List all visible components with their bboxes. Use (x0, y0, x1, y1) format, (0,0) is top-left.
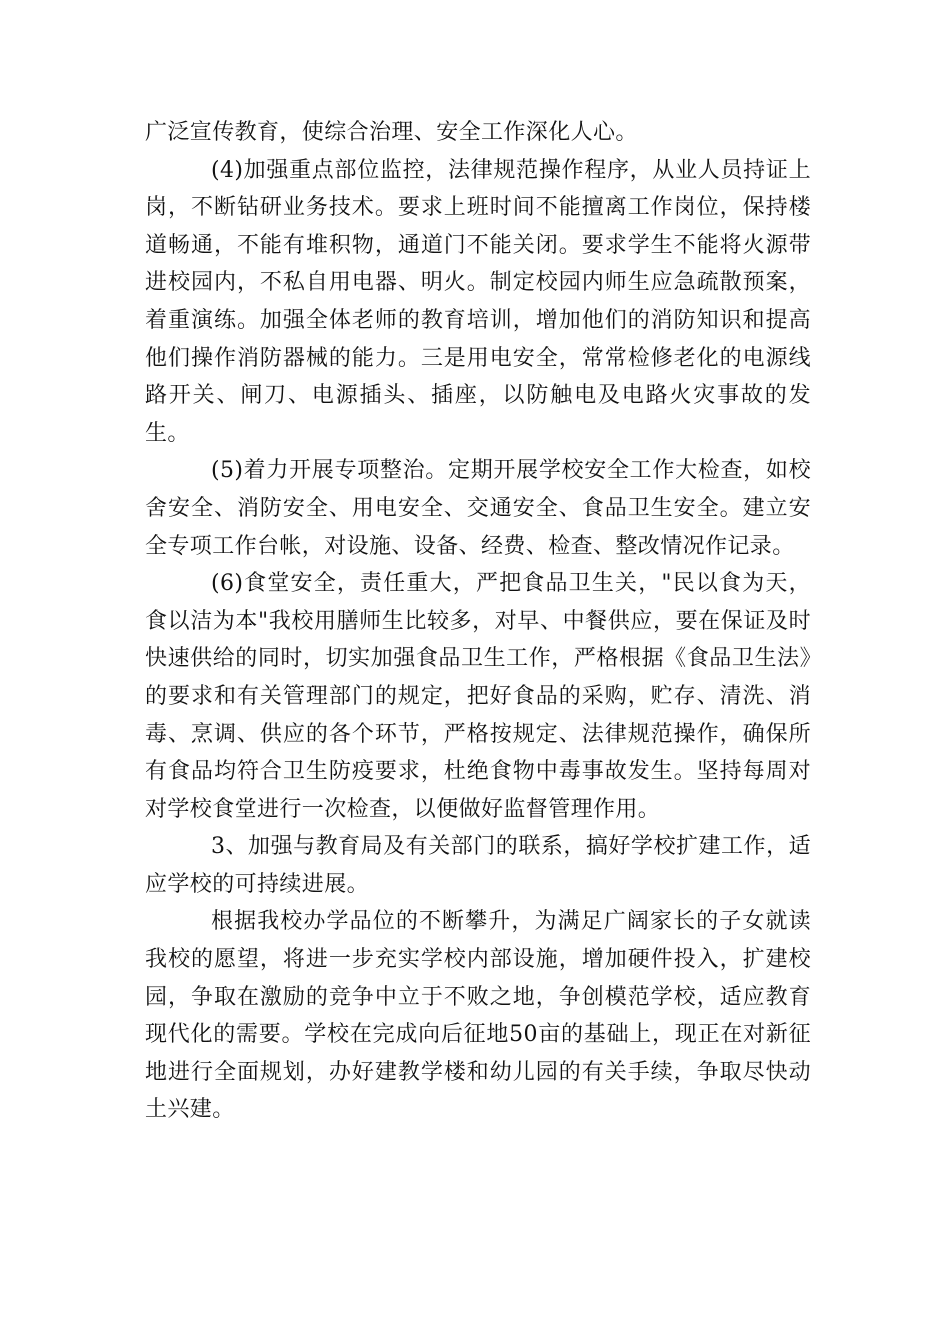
paragraph-expansion-plan: 根据我校办学品位的不断攀升，为满足广阔家长的子女就读我校的愿望，将进一步充实学校内部设施，增加硬件投入，扩建校园，争取在激励的竞争中立于不败之地，争创模范学校，适应教育现代化的需要。学校在完成向后征地50亩的基础上，现正在对新征地进行全面规划，办好建教学楼和幼儿园的有关手续，争取尽快动土兴建。 (145, 909, 811, 1123)
paragraph-fire-safety-monitoring: (4)加强重点部位监控，法律规范操作程序，从业人员持证上岗，不断钻研业务技术。要求上班时间不能擅离工作岗位，保持楼道畅通，不能有堆积物，通道门不能关闭。要求学生不能将火源带进校园内，不私自用电器、明火。制定校园内师生应急疏散预案，着重演练。加强全体老师的教育培训，增加他们的消防知识和提高他们操作消防器械的能力。三是用电安全，常常检修老化的电源线路开关、闸刀、电源插头、插座，以防触电及电路火灾事故的发生。 (145, 157, 811, 446)
document-body (145, 114, 811, 1129)
paragraph-special-rectification: (5)着力开展专项整治。定期开展学校安全工作大检查，如校舍安全、消防安全、用电安全、交通安全、食品卫生安全。建立安全专项工作台帐，对设施、设备、经费、检查、整改情况作记录。 (145, 458, 811, 559)
paragraph-continuation: 广泛宣传教育，使综合治理、安全工作深化人心。 (145, 120, 638, 145)
paragraph-canteen-safety: (6)食堂安全，责任重大，严把食品卫生关，"民以食为天，食以洁为本"我校用膳师生比较多，对早、中餐供应，要在保证及时快速供给的同时，切实加强食品卫生工作，严格根据《食品卫生法》的要求和有关管理部门的规定，把好食品的采购，贮存、清洗、消毒、烹调、供应的各个环节，严格按规定、法律规范操作，确保所有食品均符合卫生防疫要求，杜绝食物中毒事故发生。坚持每周对对学校食堂进行一次检查，以便做好监督管理作用。 (145, 571, 811, 822)
paragraph-school-expansion: 3、加强与教育局及有关部门的联系，搞好学校扩建工作，适应学校的可持续进展。 (145, 834, 811, 897)
